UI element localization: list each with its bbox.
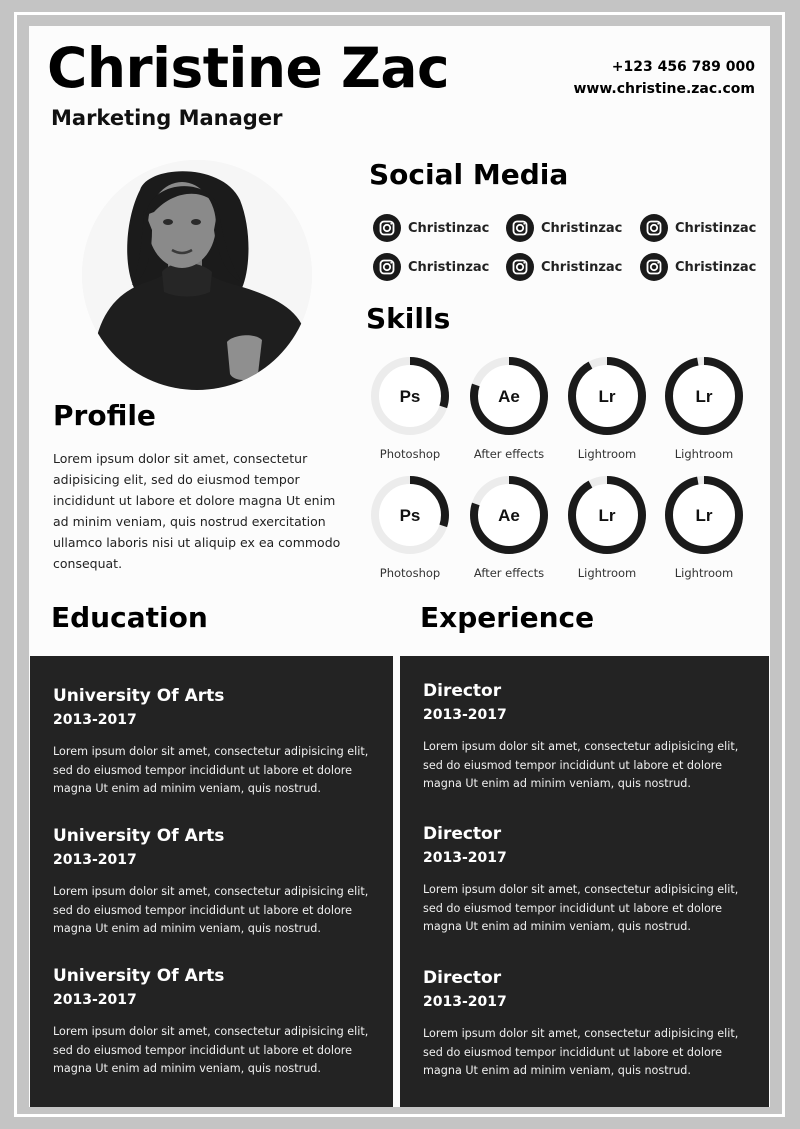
education-heading: Education — [51, 601, 208, 634]
entry-date: 2013-2017 — [423, 707, 507, 723]
instagram-icon — [640, 253, 668, 281]
job-title: Marketing Manager — [51, 106, 283, 130]
skill-ring — [470, 476, 548, 554]
experience-entry — [423, 968, 743, 1081]
social-handle: Christinzac — [541, 259, 623, 275]
skill-abbr: Ae — [498, 506, 520, 525]
profile-text: Lorem ipsum dolor sit amet, consectetur adipisicing elit, sed do eiusmod tempor incididunt ut labore et dolore magna Ut enim ad minim veniam, quis nostrud exercitation ullamco laboris nisi ut aliquip ex ea commodo consequat. — [53, 451, 341, 571]
social-handle: Christinzac — [675, 220, 757, 236]
education-entry — [53, 966, 373, 1079]
entry-description: Lorem ipsum dolor sit amet, consectetur adipisicing elit, sed do eiusmod tempor incididunt ut labore et dolore magna Ut enim ad minim veniam, quis nostrud. — [423, 1027, 739, 1077]
entry-date: 2013-2017 — [423, 850, 507, 866]
entry-date: 2013-2017 — [53, 712, 137, 728]
skill-item — [659, 357, 749, 461]
skill-abbr: Lr — [695, 506, 713, 525]
skill-label: Lightroom — [674, 566, 734, 580]
social-item[interactable] — [640, 214, 756, 242]
social-media-heading: Social Media — [369, 158, 569, 191]
profile-photo — [82, 160, 312, 390]
phone-number: +123 456 789 000 — [611, 59, 755, 75]
skill-label: After effects — [473, 566, 545, 580]
skill-ring — [665, 476, 743, 554]
entry-date: 2013-2017 — [423, 994, 507, 1010]
social-item[interactable] — [506, 214, 622, 242]
entry-title: University Of Arts — [53, 966, 225, 986]
skill-label: Photoshop — [379, 447, 441, 461]
entry-description: Lorem ipsum dolor sit amet, consectetur adipisicing elit, sed do eiusmod tempor incididunt ut labore et dolore magna Ut enim ad minim veniam, quis nostrud. — [423, 883, 739, 933]
skill-ring — [568, 357, 646, 435]
education-entry — [53, 826, 373, 939]
social-handle: Christinzac — [541, 220, 623, 236]
skill-ring — [371, 357, 449, 435]
experience-heading: Experience — [420, 601, 595, 634]
skill-label: Photoshop — [379, 566, 441, 580]
skill-item — [562, 357, 652, 461]
skill-label: Lightroom — [674, 447, 734, 461]
skill-ring — [371, 476, 449, 554]
entry-title: Director — [423, 824, 502, 844]
experience-entry — [423, 824, 743, 937]
social-item[interactable] — [373, 214, 489, 242]
social-handle: Christinzac — [675, 259, 757, 275]
skill-abbr: Ps — [399, 506, 421, 525]
entry-title: University Of Arts — [53, 686, 225, 706]
instagram-icon — [640, 214, 668, 242]
instagram-icon — [506, 253, 534, 281]
skill-ring — [470, 357, 548, 435]
skill-label: Lightroom — [577, 447, 637, 461]
skill-label: Lightroom — [577, 566, 637, 580]
skill-item — [464, 476, 554, 580]
skills-heading: Skills — [366, 302, 451, 335]
skill-label: After effects — [473, 447, 545, 461]
profile-heading: Profile — [53, 399, 156, 432]
entry-date: 2013-2017 — [53, 852, 137, 868]
entry-description: Lorem ipsum dolor sit amet, consectetur adipisicing elit, sed do eiusmod tempor incididunt ut labore et dolore magna Ut enim ad minim veniam, quis nostrud. — [53, 1025, 369, 1075]
skill-abbr: Lr — [695, 387, 713, 406]
social-item[interactable] — [506, 253, 622, 281]
education-panel — [30, 656, 393, 1107]
skill-item — [365, 476, 455, 580]
skill-item — [659, 476, 749, 580]
entry-title: University Of Arts — [53, 826, 225, 846]
experience-entry — [423, 681, 743, 794]
skill-abbr: Lr — [598, 506, 616, 525]
instagram-icon — [506, 214, 534, 242]
social-handle: Christinzac — [408, 220, 490, 236]
education-entry — [53, 686, 373, 799]
contact-info — [573, 56, 755, 100]
skill-abbr: Ae — [498, 387, 520, 406]
website-link[interactable]: www.christine.zac.com — [573, 81, 755, 97]
social-item[interactable] — [640, 253, 756, 281]
skill-item — [365, 357, 455, 461]
entry-date: 2013-2017 — [53, 992, 137, 1008]
skill-item — [464, 357, 554, 461]
social-item[interactable] — [373, 253, 489, 281]
skill-abbr: Ps — [399, 387, 421, 406]
entry-description: Lorem ipsum dolor sit amet, consectetur adipisicing elit, sed do eiusmod tempor incididunt ut labore et dolore magna Ut enim ad minim veniam, quis nostrud. — [53, 745, 369, 795]
social-handle: Christinzac — [408, 259, 490, 275]
entry-description: Lorem ipsum dolor sit amet, consectetur adipisicing elit, sed do eiusmod tempor incididunt ut labore et dolore magna Ut enim ad minim veniam, quis nostrud. — [53, 885, 369, 935]
skill-item — [562, 476, 652, 580]
instagram-icon — [373, 253, 401, 281]
skill-ring — [568, 476, 646, 554]
skill-abbr: Lr — [598, 387, 616, 406]
portrait-illustration — [82, 160, 312, 390]
entry-title: Director — [423, 681, 502, 701]
candidate-name: Christine Zac — [47, 36, 450, 100]
skill-ring — [665, 357, 743, 435]
entry-title: Director — [423, 968, 502, 988]
entry-description: Lorem ipsum dolor sit amet, consectetur adipisicing elit, sed do eiusmod tempor incididunt ut labore et dolore magna Ut enim ad minim veniam, quis nostrud. — [423, 740, 739, 790]
experience-panel — [400, 656, 769, 1107]
instagram-icon — [373, 214, 401, 242]
